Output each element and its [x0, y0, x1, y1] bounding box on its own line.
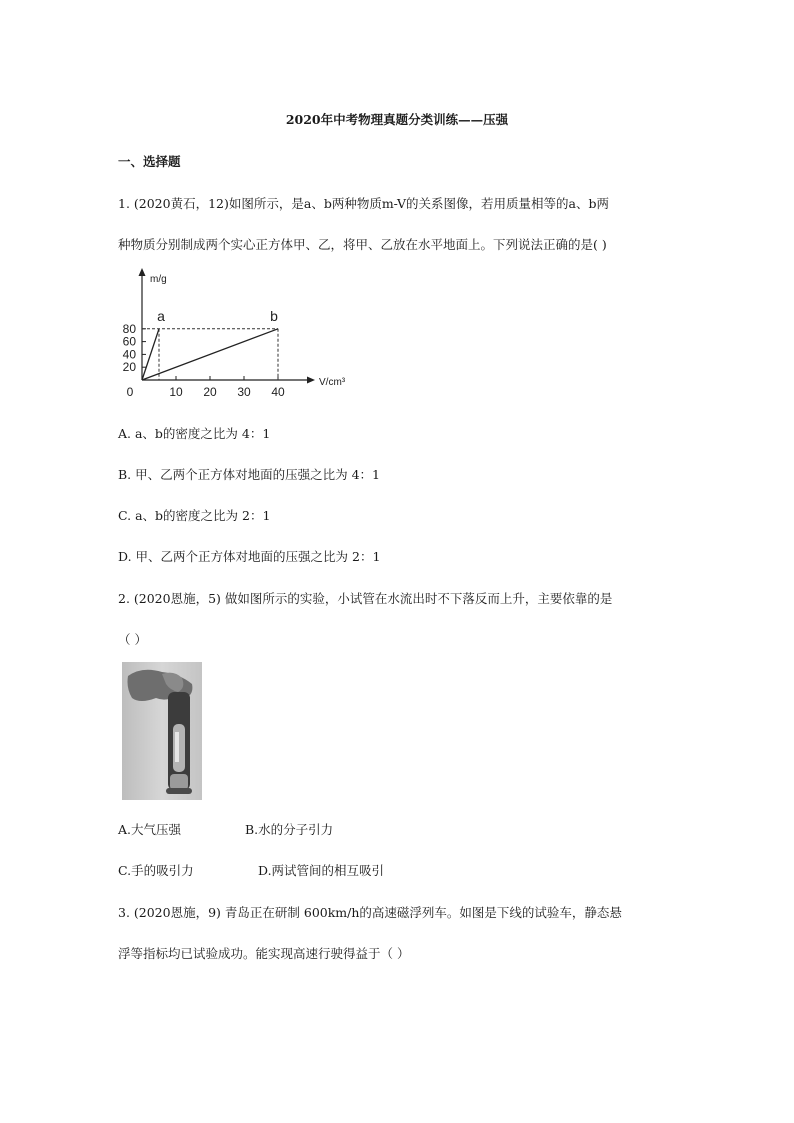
test-tube-photo-svg [122, 662, 202, 800]
x-tick-label: 10 [169, 385, 183, 399]
q1-option-d: D. 甲、乙两个正方体对地面的压强之比为 2：1 [118, 549, 381, 564]
q3-text-line1: 3. (2020恩施，9) 青岛正在研制 600km/h的高速磁浮列车。如图是下线的试验车，静态悬 [118, 905, 622, 920]
series-label-b: b [270, 307, 278, 324]
y-tick-label: 40 [122, 347, 136, 362]
test-tube-photo [122, 662, 202, 800]
x-axis-arrow [307, 377, 315, 384]
q3-text-line2: 浮等指标均已试验成功。能实现高速行驶得益于（ ） [118, 946, 410, 961]
q1-text-line2: 种物质分别制成两个实心正方体甲、乙，将甲、乙放在水平地面上。下列说法正确的是( ) [118, 237, 607, 252]
q2-option-a: A.大气压强 [118, 822, 182, 837]
x-tick-label: 20 [203, 385, 217, 399]
chart-svg [112, 266, 346, 406]
series-label-a: a [157, 307, 165, 324]
q1-text-line1: 1. (2020黄石，12)如图所示，是a、b两种物质m-V的关系图像，若用质量相等的a、b两 [118, 196, 609, 211]
section-heading: 一、选择题 [118, 154, 181, 169]
y-axis-arrow [139, 268, 146, 276]
series-line-b [142, 329, 278, 380]
q2-option-c: C.手的吸引力 [118, 863, 194, 878]
q1-option-a: A. a、b的密度之比为 4：1 [118, 426, 271, 441]
y-axis-label: m/g [150, 274, 167, 285]
x-axis-label: V/cm³ [319, 377, 346, 388]
mass-volume-chart [112, 266, 346, 406]
y-tick-label: 60 [122, 334, 136, 349]
q2-text-line1: 2. (2020恩施，5) 做如图所示的实验，小试管在水流出时不下落反而上升，主要依靠的是 [118, 591, 613, 606]
x-tick-label: 40 [271, 385, 285, 399]
y-tick-label: 80 [122, 321, 136, 336]
y-tick-label: 20 [122, 360, 136, 375]
q2-option-d: D.两试管间的相互吸引 [258, 863, 385, 878]
x-tick-label: 30 [237, 385, 251, 399]
q1-option-b: B. 甲、乙两个正方体对地面的压强之比为 4：1 [118, 467, 381, 482]
page-title: 2020年中考物理真题分类训练——压强 [285, 112, 509, 127]
q2-text-line2: （ ） [118, 632, 147, 647]
x-tick-label: 0 [126, 385, 134, 399]
q2-option-b: B.水的分子引力 [245, 822, 334, 837]
q1-option-c: C. a、b的密度之比为 2：1 [118, 508, 271, 523]
